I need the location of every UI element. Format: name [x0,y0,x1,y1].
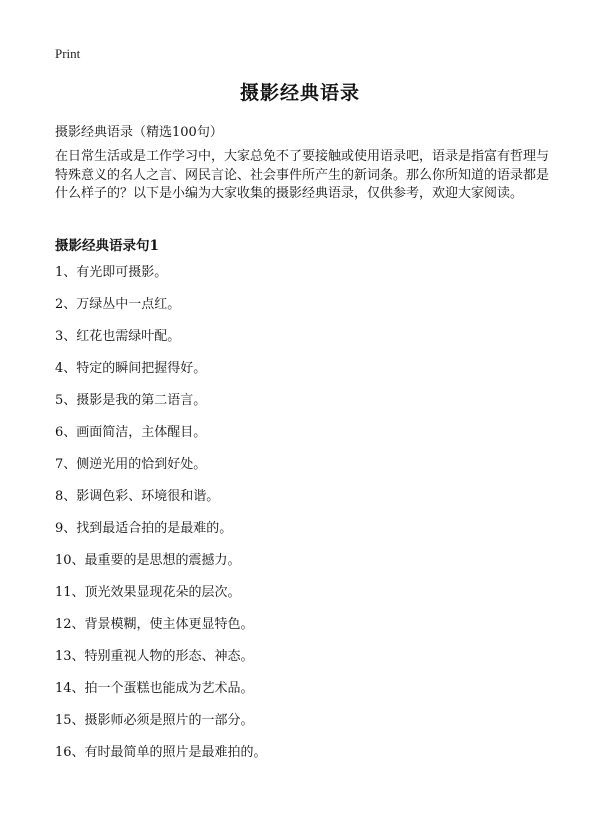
quote-item: 16、有时最简单的照片是最难拍的。 [55,745,267,760]
print-link[interactable]: Print [55,46,81,61]
quote-item: 6、画面简洁，主体醒目。 [55,425,207,440]
quote-item: 3、红花也需绿叶配。 [55,329,181,344]
quote-item: 9、找到最适合拍的是最难的。 [55,521,233,536]
intro-paragraph: 在日常生活或是工作学习中，大家总免不了要接触或使用语录吧，语录是指富有哲理与特殊意义的名人之言、网民言论、社会事件所产生的新词条。那么你所知道的语录都是什么样子的？以下是小编为大家收集的摄影经典语录，仅供参考，欢迎大家阅读。 [55,149,550,201]
quote-item: 4、特定的瞬间把握得好。 [55,361,207,376]
quote-item: 15、摄影师必须是照片的一部分。 [55,713,254,728]
quote-item: 12、背景模糊，使主体更显特色。 [55,617,254,632]
page-title: 摄影经典语录 [239,82,360,104]
article-subtitle: 摄影经典语录（精选100句） [55,125,223,140]
quote-item: 10、最重要的是思想的震撼力。 [55,553,241,568]
quote-list [55,263,267,775]
quote-item: 2、万绿丛中一点红。 [55,297,181,312]
quote-item: 5、摄影是我的第二语言。 [55,393,207,408]
quote-item: 11、顶光效果显现花朵的层次。 [55,585,241,600]
quote-item: 14、拍一个蛋糕也能成为艺术品。 [55,681,254,696]
quote-item: 8、影调色彩、环境很和谐。 [55,489,220,504]
section-heading: 摄影经典语录句1 [55,238,159,254]
quote-item: 7、侧逆光用的恰到好处。 [55,457,207,472]
quote-item: 13、特别重视人物的形态、神态。 [55,649,254,664]
quote-item: 1、有光即可摄影。 [55,265,168,280]
